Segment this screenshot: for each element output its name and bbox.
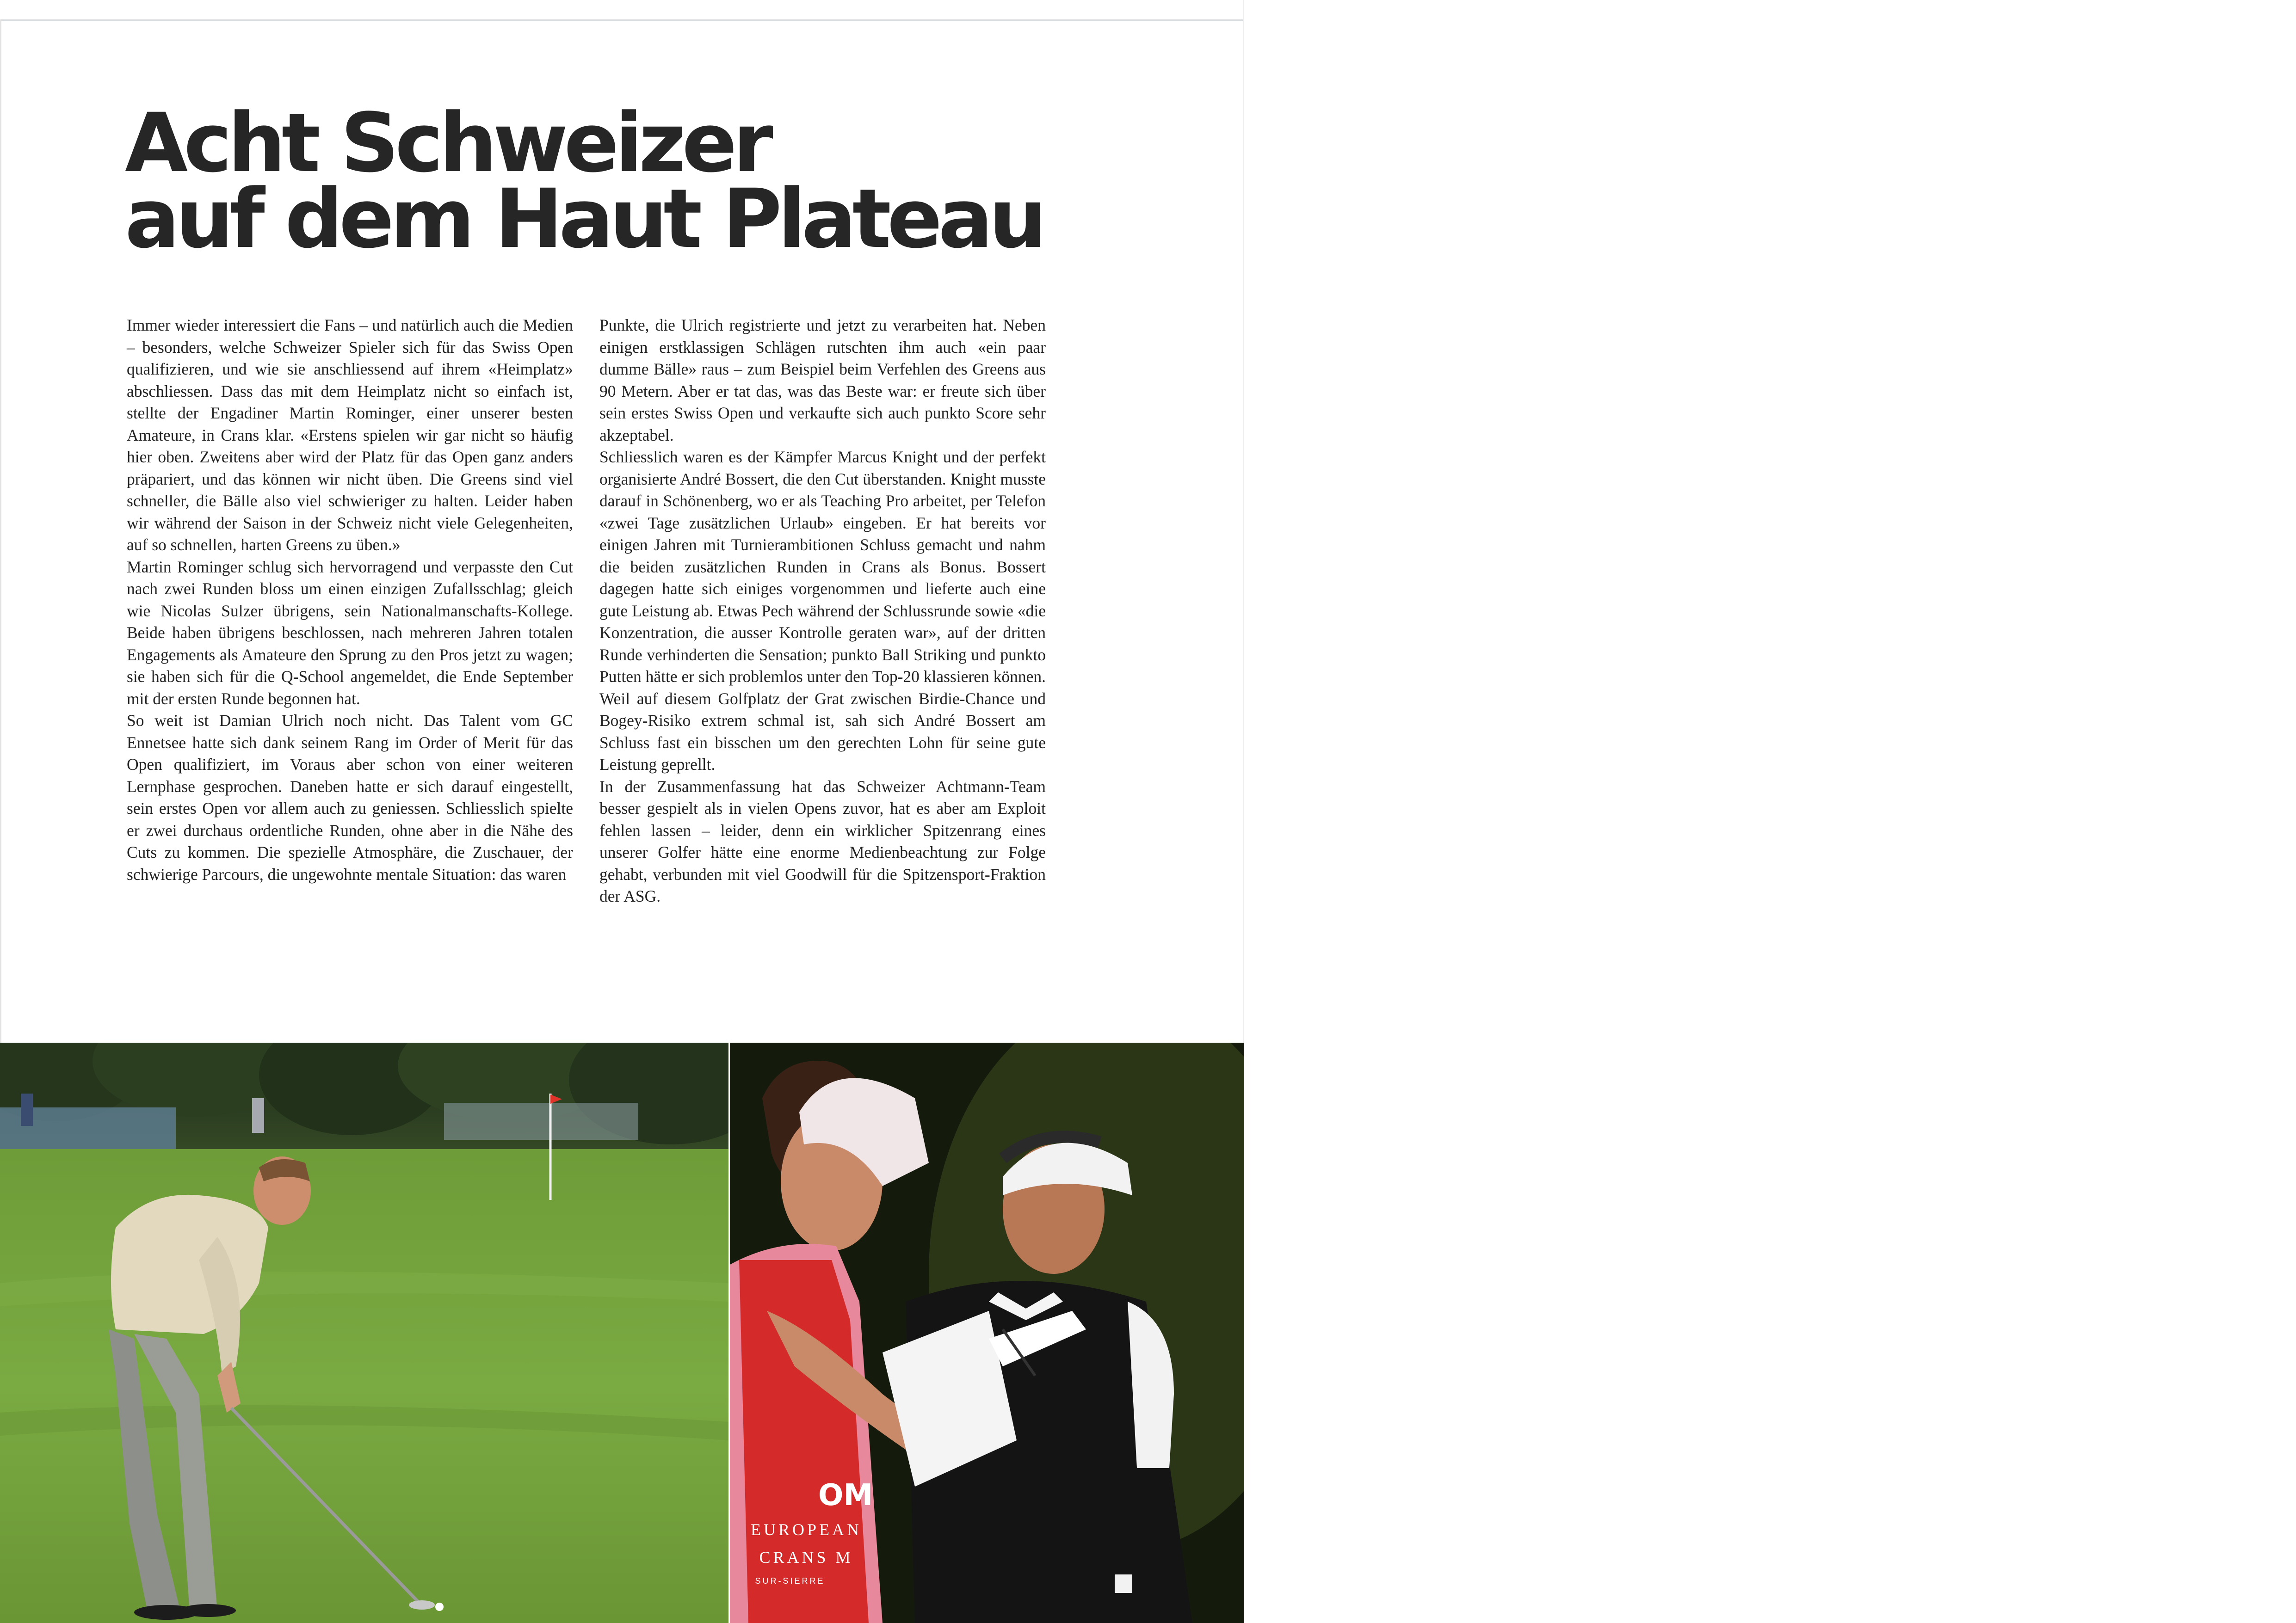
bib-text-crans: CRANS M bbox=[759, 1548, 853, 1567]
paragraph: Martin Rominger schlug sich hervorragend und verpasste den Cut nach zwei Runden bloss um einen einzigen Zufallsschlag; gleich wie Nicolas Sulzer übrigens, sein Nationalmanschafts-Kollege. Beide haben übrigens beschlossen, nach mehreren Jahren totalen Engagements als Amateure den Sprung zu den Pros jetzt zu wagen; sie haben sich für die Q-School angemeldet, die Ende September mit der ersten Runde begonnen hat. bbox=[127, 557, 573, 708]
paragraph: So weit ist Damian Ulrich noch nicht. Das Talent vom GC Ennetsee hatte sich dank seinem Rang im Order of Merit für das Open qualifiziert, im Voraus aber schon von einer weiteren Lernphase gesprochen. Daneben hatte er sich darauf eingestellt, sein erstes Open vor allem auch zu geniessen. Schliesslich spielte er zwei durchaus ordentliche Runden, ohne aber in die Nähe des Cuts zu kommen. Die spezielle Atmosphäre, die Zuschauer, der schwierige Parcours, die ungewohnte mentale Situation: das waren bbox=[127, 711, 573, 884]
paragraph: Punkte, die Ulrich registrierte und jetzt zu verarbeiten hat. Neben einigen erstklassigen Schlägen rutschten ihm auch «ein paar dumme Bälle» raus – zum Beispiel beim Verfehlen des Greens aus 90 Metern. Aber er tat das, was das Beste war: er freute sich über sein erstes Swiss Open und verkaufte sich auch punkto Score sehr akzeptabel. bbox=[599, 316, 1046, 444]
caddie-player-illustration bbox=[730, 1043, 1244, 1623]
paragraph: Schliesslich waren es der Kämpfer Marcus Knight und der perfekt organisierte André Bossert, die den Cut überstanden. Knight musste darauf in Schönenberg, wo er als Teaching Pro arbeitet, per Telefon «zwei Tage zusätzlichen Urlaub» eingeben. Er hat bereits vor einigen Jahren mit Turnierambitionen Schluss gemacht und nahm die beiden zusätzlichen Runden in Crans als Bonus. Bossert dagegen hatte sich einiges vorgenommen und lieferte auch eine gute Leistung ab. Etwas Pech während der Schlussrunde sowie «die Konzentration, die ausser Kontrolle geraten war», auf der dritten Runde verhinderten die Sensation; punkto Ball Striking und punkto Putten hätte er sich problemlos unter den Top-20 klassieren können. Weil auf diesem Golfplatz der Grat zwischen Birdie-Chance und Bogey-Risiko extrem schmal ist, sah sich André Bossert am Schluss fast ein bisschen um den gerechten Lohn für seine gute Leistung geprellt. bbox=[599, 448, 1046, 774]
page-top-edge bbox=[0, 19, 1244, 21]
paragraph: Immer wieder interessiert die Fans – und natürlich auch die Medien – besonders, welche Schweizer Spieler sich für das Swiss Open qualifizieren, und wie sie anschliessend auf ihrem «Heimplatz» abschliessen. Dass das mit dem Heimplatz nicht so einfach ist, stellte der Engadiner Martin Rominger, einer unserer besten Amateure, in Crans klar. «Erstens spielen wir gar nicht so häufig hier oben. Zweitens aber wird der Platz für das Open ganz anders präpariert, und das können wir nicht üben. Die Greens sind viel schneller, die Bälle also viel schwieriger zu halten. Leider haben wir während der Saison in der Schweiz nicht viele Gelegenheiten, auf so schnellen, harten Greens zu üben.» bbox=[127, 316, 573, 554]
article-column-left bbox=[127, 314, 573, 885]
article-headline bbox=[125, 96, 1142, 266]
golfer-illustration bbox=[0, 1043, 728, 1623]
bib-text-om: OM bbox=[818, 1478, 873, 1512]
bib-text-european: EUROPEAN bbox=[750, 1520, 862, 1539]
article-column-right bbox=[599, 314, 1046, 908]
paragraph: In der Zusammenfassung hat das Schweizer Achtmann-Team besser gespielt als in vielen Opens zuvor, hat es aber am Exploit fehlen lassen – leider, denn ein wirklicher Spitzenrang eines unserer Golfer hätte eine enorme Medienbeachtung zur Folge gehabt, verbunden mit viel Goodwill für die Spitzensport-Fraktion der ASG. bbox=[599, 777, 1046, 905]
golfer-photo bbox=[0, 1043, 728, 1623]
caddie-player-photo bbox=[730, 1043, 1244, 1623]
headline-line-2: auf dem Haut Plateau bbox=[125, 172, 1043, 266]
bib-text-sierre: SUR-SIERRE bbox=[755, 1576, 825, 1586]
headline-line-1: Acht Schweizer bbox=[125, 96, 769, 191]
